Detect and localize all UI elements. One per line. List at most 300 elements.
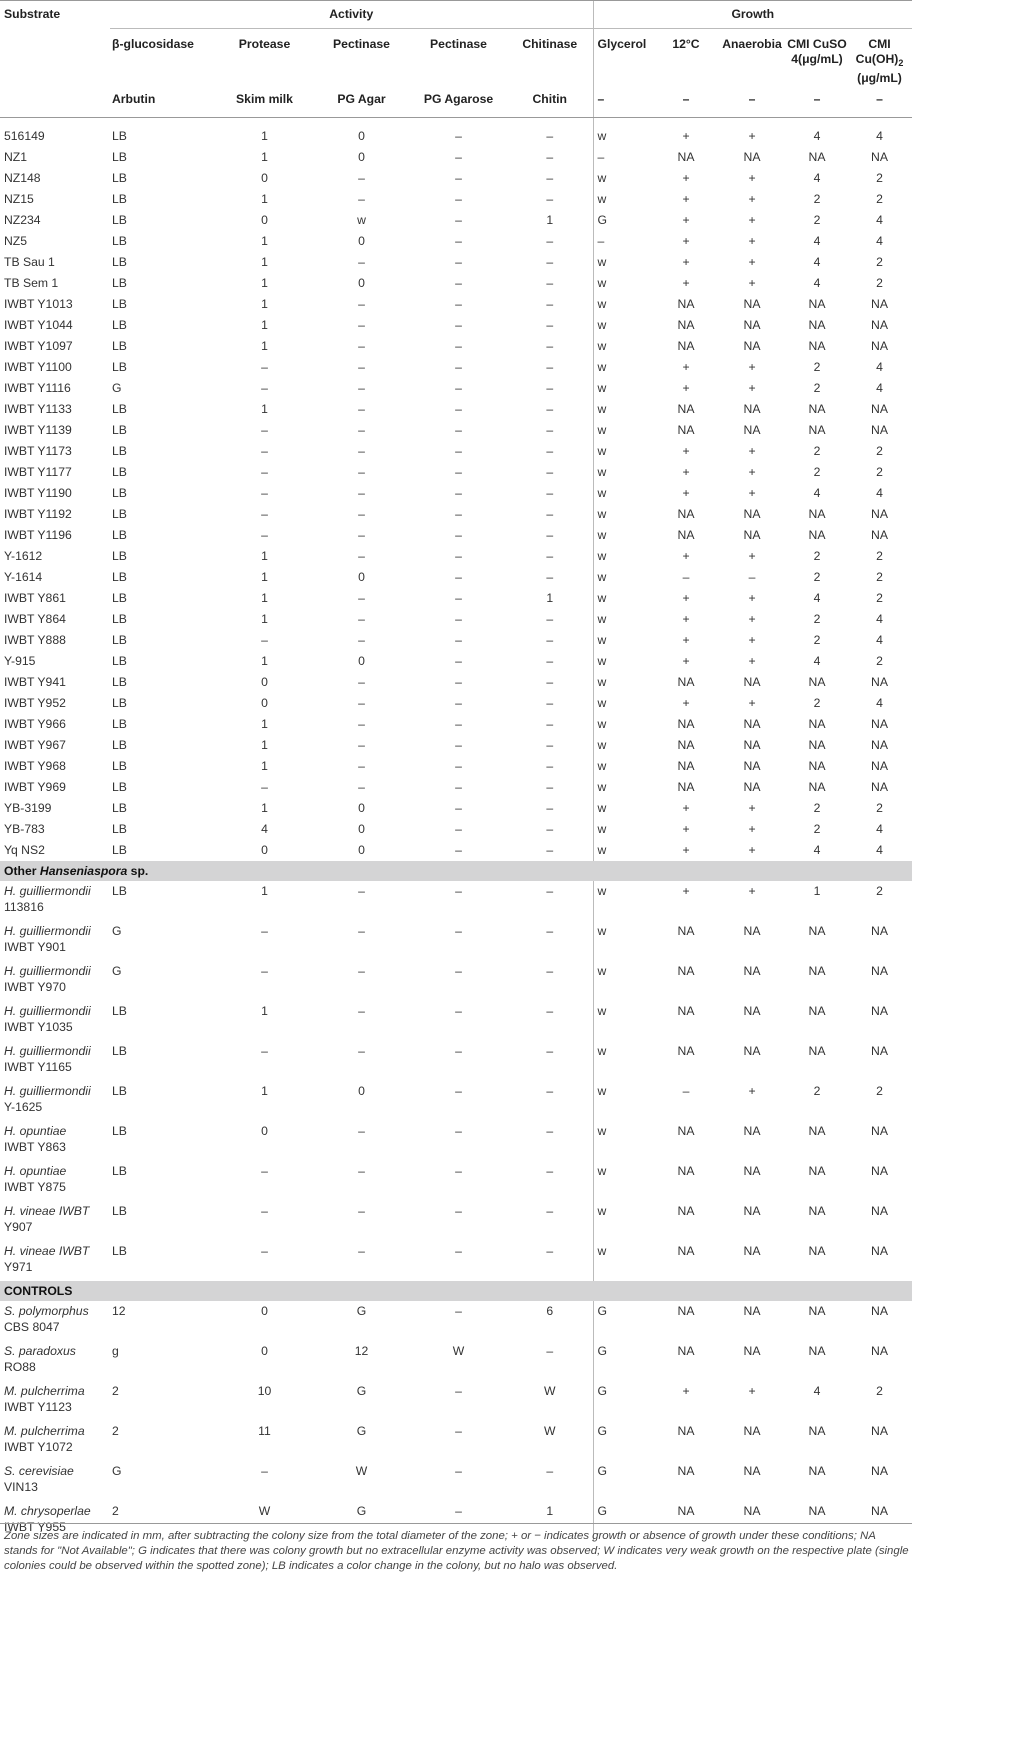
- table-cell: 4: [813, 255, 821, 269]
- table-cell: NA: [808, 528, 826, 542]
- table-cell: TB Sem 1: [4, 276, 59, 290]
- table-row: [0, 672, 912, 693]
- table-cell: G: [112, 1464, 122, 1478]
- table-cell: G: [356, 1504, 367, 1518]
- strain-cell: [0, 1241, 110, 1281]
- table-cell: 2: [876, 591, 883, 605]
- table-cell: NA: [677, 780, 695, 794]
- table-cell: –: [546, 843, 554, 857]
- table-cell: 4: [813, 843, 821, 857]
- table-cell: +: [748, 276, 756, 290]
- table-cell: 2: [876, 654, 883, 668]
- table-cell: +: [748, 192, 756, 206]
- table-cell: –: [455, 1424, 462, 1438]
- table-cell: NA: [871, 780, 888, 794]
- table-cell: +: [748, 255, 756, 269]
- header-col: CMI CuSO: [787, 37, 847, 51]
- table-cell: TB Sau 1: [4, 255, 55, 269]
- table-cell: w: [593, 378, 655, 399]
- table-cell: –: [546, 297, 554, 311]
- table-cell: –: [358, 318, 365, 332]
- table-row: [0, 378, 912, 399]
- table-cell: +: [748, 360, 756, 374]
- table-cell: 1: [261, 570, 268, 584]
- table-cell: W: [543, 1424, 556, 1438]
- table-cell: NA: [677, 1044, 695, 1058]
- table-cell: NA: [743, 1504, 761, 1518]
- species-name: H. guilliermondii: [4, 1004, 91, 1018]
- table-cell: LB: [112, 528, 127, 542]
- table-row: [0, 588, 912, 609]
- table-cell: LB: [112, 717, 127, 731]
- table-cell: –: [261, 633, 268, 647]
- table-row: [0, 1161, 912, 1201]
- table-cell: IWBT Y969: [4, 780, 66, 794]
- table-cell: NA: [677, 924, 695, 938]
- table-cell: YB-3199: [4, 801, 52, 815]
- table-cell: 4: [813, 276, 821, 290]
- table-cell: g: [112, 1344, 119, 1358]
- table-cell: +: [682, 486, 690, 500]
- table-cell: NA: [743, 1124, 761, 1138]
- table-cell: –: [358, 738, 365, 752]
- table-cell: –: [455, 633, 462, 647]
- table-cell: –: [546, 1244, 554, 1258]
- table-cell: –: [358, 924, 365, 938]
- table-cell: 4: [813, 171, 821, 185]
- table-cell: NA: [871, 423, 888, 437]
- table-cell: 1: [261, 884, 268, 898]
- table-cell: LB: [112, 171, 127, 185]
- table-cell: 2: [813, 1084, 821, 1098]
- table-cell: +: [748, 884, 756, 898]
- table-cell: 0: [358, 1084, 365, 1098]
- strain-cell: [0, 921, 110, 961]
- table-cell: NA: [808, 675, 826, 689]
- table-row: [0, 819, 912, 840]
- table-row: [0, 777, 912, 798]
- table-cell: +: [682, 801, 690, 815]
- header-cmi-cuso: [787, 29, 847, 93]
- table-row: [0, 1081, 912, 1121]
- table-cell: LB: [112, 696, 127, 710]
- strain-id: 113816: [4, 900, 44, 914]
- table-cell: –: [546, 1204, 554, 1218]
- table-cell: –: [546, 255, 554, 269]
- table-cell: LB: [112, 738, 127, 752]
- table-cell: –: [358, 549, 365, 563]
- table-cell: W: [258, 1504, 271, 1518]
- table-cell: 1: [261, 591, 268, 605]
- table-cell: –: [546, 129, 554, 143]
- table-cell: –: [358, 402, 365, 416]
- table-cell: NA: [871, 1424, 888, 1438]
- table-cell: +: [682, 192, 690, 206]
- table-cell: IWBT Y967: [4, 738, 66, 752]
- species-name: H. guilliermondii: [4, 1084, 91, 1098]
- table-cell: –: [455, 801, 462, 815]
- table-cell: 1: [261, 402, 268, 416]
- table-cell: LB: [112, 549, 127, 563]
- table-row: [0, 483, 912, 504]
- table-cell: NA: [871, 738, 888, 752]
- header-col: 12°C: [672, 37, 700, 51]
- table-cell: 0: [358, 276, 365, 290]
- table-cell: –: [546, 801, 554, 815]
- table-cell: 4: [813, 129, 821, 143]
- table-cell: –: [455, 423, 462, 437]
- table-cell: 2: [813, 549, 821, 563]
- table-cell: IWBT Y968: [4, 759, 66, 773]
- table-cell: –: [358, 1164, 365, 1178]
- table-cell: NA: [677, 759, 695, 773]
- table-cell: 0: [358, 843, 365, 857]
- table-cell: w: [593, 921, 655, 961]
- table-cell: NA: [808, 1464, 826, 1478]
- table-cell: NA: [808, 924, 826, 938]
- table-cell: –: [455, 339, 462, 353]
- table-cell: –: [546, 654, 554, 668]
- strain-id: Y907: [4, 1220, 33, 1234]
- table-cell: –: [546, 507, 554, 521]
- table-cell: –: [546, 1044, 554, 1058]
- table-cell: IWBT Y864: [4, 612, 66, 626]
- species-name: H. guilliermondii: [4, 884, 91, 898]
- table-cell: NA: [808, 1124, 826, 1138]
- table-cell: IWBT Y1116: [4, 381, 71, 395]
- table-cell: +: [682, 276, 690, 290]
- table-cell: 2: [813, 612, 821, 626]
- table-cell: –: [455, 213, 462, 227]
- table-cell: NA: [808, 759, 826, 773]
- table-cell: –: [455, 549, 462, 563]
- table-cell: IWBT Y1192: [4, 507, 72, 521]
- table-cell: +: [682, 612, 690, 626]
- table-cell: –: [455, 360, 462, 374]
- table-row: [0, 147, 912, 168]
- section-header-row: [0, 861, 912, 881]
- table-cell: –: [455, 696, 462, 710]
- table-cell: –: [748, 570, 756, 584]
- table-row: [0, 1201, 912, 1241]
- strain-cell: [0, 1201, 110, 1241]
- table-cell: w: [593, 118, 655, 148]
- table-cell: 2: [813, 192, 821, 206]
- table-cell: NA: [743, 1164, 761, 1178]
- table-cell: +: [748, 633, 756, 647]
- table-cell: 1: [261, 276, 268, 290]
- table-cell: –: [546, 549, 554, 563]
- header-cmi-cuoh: [847, 29, 912, 93]
- table-cell: –: [455, 884, 462, 898]
- table-cell: –: [455, 964, 462, 978]
- table-cell: NA: [677, 1464, 695, 1478]
- table-cell: 2: [813, 465, 821, 479]
- table-row: [0, 961, 912, 1001]
- table-cell: 2: [112, 1384, 119, 1398]
- table-cell: –: [261, 381, 268, 395]
- table-cell: +: [682, 696, 690, 710]
- table-cell: IWBT Y1097: [4, 339, 73, 353]
- species-name: H. opuntiae: [4, 1164, 67, 1178]
- table-cell: LB: [112, 759, 127, 773]
- table-cell: 0: [261, 843, 268, 857]
- table-cell: NA: [871, 297, 888, 311]
- section-title: CONTROLS: [4, 1284, 73, 1298]
- table-cell: –: [358, 171, 365, 185]
- table-cell: NA: [808, 780, 826, 794]
- species-name: H. opuntiae: [4, 1124, 67, 1138]
- table-cell: LB: [112, 276, 127, 290]
- table-cell: –: [261, 507, 268, 521]
- table-cell: w: [593, 252, 655, 273]
- table-cell: +: [748, 465, 756, 479]
- table-cell: LB: [112, 1084, 127, 1098]
- table-cell: 2: [112, 1504, 119, 1518]
- table-cell: 4: [876, 696, 883, 710]
- table-cell: NA: [677, 964, 695, 978]
- header-substrate: Substrate: [0, 1, 110, 29]
- table-cell: –: [261, 924, 268, 938]
- table-cell: NZ5: [4, 234, 28, 248]
- table-cell: +: [682, 213, 690, 227]
- species-name: H. guilliermondii: [4, 924, 91, 938]
- table-cell: LB: [112, 1164, 127, 1178]
- header-cuso-tail: 4(μg/mL): [791, 52, 843, 66]
- table-cell: NA: [808, 339, 826, 353]
- table-cell: NA: [743, 318, 761, 332]
- species-name: H. guilliermondii: [4, 1044, 91, 1058]
- species-name: M. chrysoperlae: [4, 1504, 91, 1518]
- table-cell: –: [455, 150, 462, 164]
- table-cell: G: [593, 210, 655, 231]
- table-cell: NA: [871, 1504, 888, 1518]
- table-cell: –: [455, 570, 462, 584]
- table-cell: 2: [876, 276, 883, 290]
- table-cell: G: [593, 1301, 655, 1341]
- table-cell: w: [593, 168, 655, 189]
- table-cell: G: [593, 1381, 655, 1421]
- table-cell: –: [546, 717, 554, 731]
- table-cell: LB: [112, 129, 127, 143]
- table-cell: –: [455, 591, 462, 605]
- table-cell: 0: [358, 150, 365, 164]
- table-cell: w: [593, 273, 655, 294]
- table-cell: –: [546, 633, 554, 647]
- header-cuoh-tail: (μg/mL): [857, 71, 902, 85]
- table-cell: NA: [677, 1204, 695, 1218]
- table-cell: –: [455, 129, 462, 143]
- table-cell: 2: [876, 1084, 883, 1098]
- header-col: Pectinase: [430, 37, 487, 51]
- table-row: [0, 315, 912, 336]
- table-cell: NA: [743, 339, 761, 353]
- section-header-row: [0, 1281, 912, 1301]
- table-cell: w: [593, 735, 655, 756]
- header-sub: Arbutin: [110, 92, 216, 118]
- table-cell: NA: [808, 297, 826, 311]
- table-cell: –: [546, 1004, 554, 1018]
- header-sub: Skim milk: [216, 92, 313, 118]
- table-cell: –: [546, 381, 554, 395]
- strain-cell: [0, 1041, 110, 1081]
- table-cell: –: [261, 964, 268, 978]
- table-cell: LB: [112, 675, 127, 689]
- table-cell: NA: [677, 339, 695, 353]
- table-cell: NA: [808, 507, 826, 521]
- table-cell: LB: [112, 486, 127, 500]
- header-sub: –: [655, 92, 717, 118]
- table-cell: w: [593, 1201, 655, 1241]
- strain-cell: [0, 961, 110, 1001]
- table-cell: –: [358, 591, 365, 605]
- section-header: [0, 861, 912, 881]
- table-cell: –: [546, 964, 554, 978]
- table-cell: +: [748, 234, 756, 248]
- table-cell: 1: [261, 129, 268, 143]
- header-sub: PG Agar: [313, 92, 410, 118]
- table-cell: –: [455, 1044, 462, 1058]
- table-cell: –: [261, 780, 268, 794]
- table-cell: 4: [813, 486, 821, 500]
- species-name: M. pulcherrima: [4, 1424, 85, 1438]
- table-cell: –: [455, 717, 462, 731]
- header-sub: –: [593, 92, 655, 118]
- table-cell: +: [748, 171, 756, 185]
- table-cell: G: [112, 381, 122, 395]
- table-cell: –: [455, 1464, 462, 1478]
- table-cell: 2: [876, 1384, 883, 1398]
- strain-cell: [0, 1001, 110, 1041]
- table-row: [0, 420, 912, 441]
- table-cell: –: [455, 276, 462, 290]
- header-sub: Chitin: [507, 92, 593, 118]
- table-row: [0, 1001, 912, 1041]
- table-cell: +: [682, 129, 690, 143]
- table-cell: +: [682, 234, 690, 248]
- table-cell: NA: [871, 1204, 888, 1218]
- header-sub: PG Agarose: [410, 92, 507, 118]
- table-cell: –: [455, 780, 462, 794]
- table-cell: LB: [112, 884, 127, 898]
- table-cell: IWBT Y888: [4, 633, 66, 647]
- table-cell: –: [455, 843, 462, 857]
- table-cell: –: [358, 780, 365, 794]
- table-cell: 1: [546, 1504, 554, 1518]
- table-cell: G: [356, 1384, 367, 1398]
- strain-id: IWBT Y901: [4, 940, 66, 954]
- table-cell: NA: [743, 297, 761, 311]
- table-footnote: Zone sizes are indicated in mm, after subtracting the colony size from the total diameter of the zone; + or − indicates growth or absence of growth under these conditions; NA stands for "Not Available"; G indicates that there was colony growth but no extracellular enzyme activity was observed; W indicates very weak growth on the respective plate (single colonies could be observed within the spotted zone); LB indicates a color change in the colony, but no halo was observed.: [0, 1523, 912, 1574]
- table-cell: NA: [677, 150, 695, 164]
- table-cell: –: [261, 360, 268, 374]
- table-cell: 2: [813, 444, 821, 458]
- table-cell: –: [546, 171, 554, 185]
- table-cell: –: [546, 570, 554, 584]
- table-cell: 0: [261, 675, 268, 689]
- table-cell: –: [546, 339, 554, 353]
- table-cell: w: [593, 840, 655, 861]
- table-cell: 0: [261, 1304, 268, 1318]
- table-cell: –: [358, 444, 365, 458]
- table-cell: 2: [876, 465, 883, 479]
- table-cell: –: [358, 297, 365, 311]
- table-cell: +: [748, 129, 756, 143]
- table-cell: NA: [808, 1164, 826, 1178]
- table-cell: NA: [808, 1244, 826, 1258]
- table-cell: –: [546, 528, 554, 542]
- table-cell: NA: [677, 402, 695, 416]
- table-cell: –: [358, 339, 365, 353]
- table-cell: LB: [112, 612, 127, 626]
- table-cell: G: [112, 964, 122, 978]
- table-cell: –: [261, 486, 268, 500]
- table-cell: NA: [677, 318, 695, 332]
- section-suffix: sp.: [127, 864, 149, 878]
- table-cell: –: [358, 633, 365, 647]
- table-cell: w: [593, 399, 655, 420]
- strain-cell: [0, 1301, 110, 1341]
- table-cell: NA: [808, 318, 826, 332]
- table-row: [0, 1381, 912, 1421]
- table-cell: –: [358, 612, 365, 626]
- table-cell: 2: [813, 822, 821, 836]
- table-cell: –: [455, 171, 462, 185]
- table-cell: +: [682, 633, 690, 647]
- table-cell: w: [593, 1001, 655, 1041]
- table-row: [0, 441, 912, 462]
- table-cell: +: [748, 381, 756, 395]
- table-cell: +: [748, 654, 756, 668]
- table-cell: +: [682, 360, 690, 374]
- table-cell: G: [356, 1304, 367, 1318]
- table-cell: LB: [112, 150, 127, 164]
- table-row: [0, 189, 912, 210]
- table-cell: NA: [871, 318, 888, 332]
- table-cell: 4: [876, 822, 883, 836]
- header-col: Anaerobia: [722, 37, 782, 51]
- table-cell: w: [593, 420, 655, 441]
- table-cell: w: [593, 798, 655, 819]
- table-cell: –: [358, 192, 365, 206]
- strain-cell: [0, 1461, 110, 1501]
- table-cell: –: [358, 1244, 365, 1258]
- table-cell: –: [593, 147, 655, 168]
- table-cell: –: [546, 1344, 554, 1358]
- table-cell: NA: [677, 423, 695, 437]
- table-cell: +: [682, 465, 690, 479]
- table-cell: w: [593, 294, 655, 315]
- table-cell: –: [455, 1004, 462, 1018]
- header-col: β-glucosidase: [112, 37, 194, 51]
- table-cell: IWBT Y1013: [4, 297, 73, 311]
- table-cell: –: [455, 1204, 462, 1218]
- table-cell: w: [593, 483, 655, 504]
- table-cell: 4: [876, 633, 883, 647]
- header-col: Pectinase: [333, 37, 390, 51]
- table-cell: LB: [112, 633, 127, 647]
- table-cell: –: [261, 444, 268, 458]
- table-cell: +: [682, 444, 690, 458]
- strain-id: IWBT Y863: [4, 1140, 66, 1154]
- table-cell: 2: [813, 213, 821, 227]
- table-cell: 1: [261, 234, 268, 248]
- table-row: [0, 609, 912, 630]
- table-cell: LB: [112, 192, 127, 206]
- table-cell: –: [455, 1124, 462, 1138]
- table-cell: NA: [743, 507, 761, 521]
- table-cell: w: [593, 1241, 655, 1281]
